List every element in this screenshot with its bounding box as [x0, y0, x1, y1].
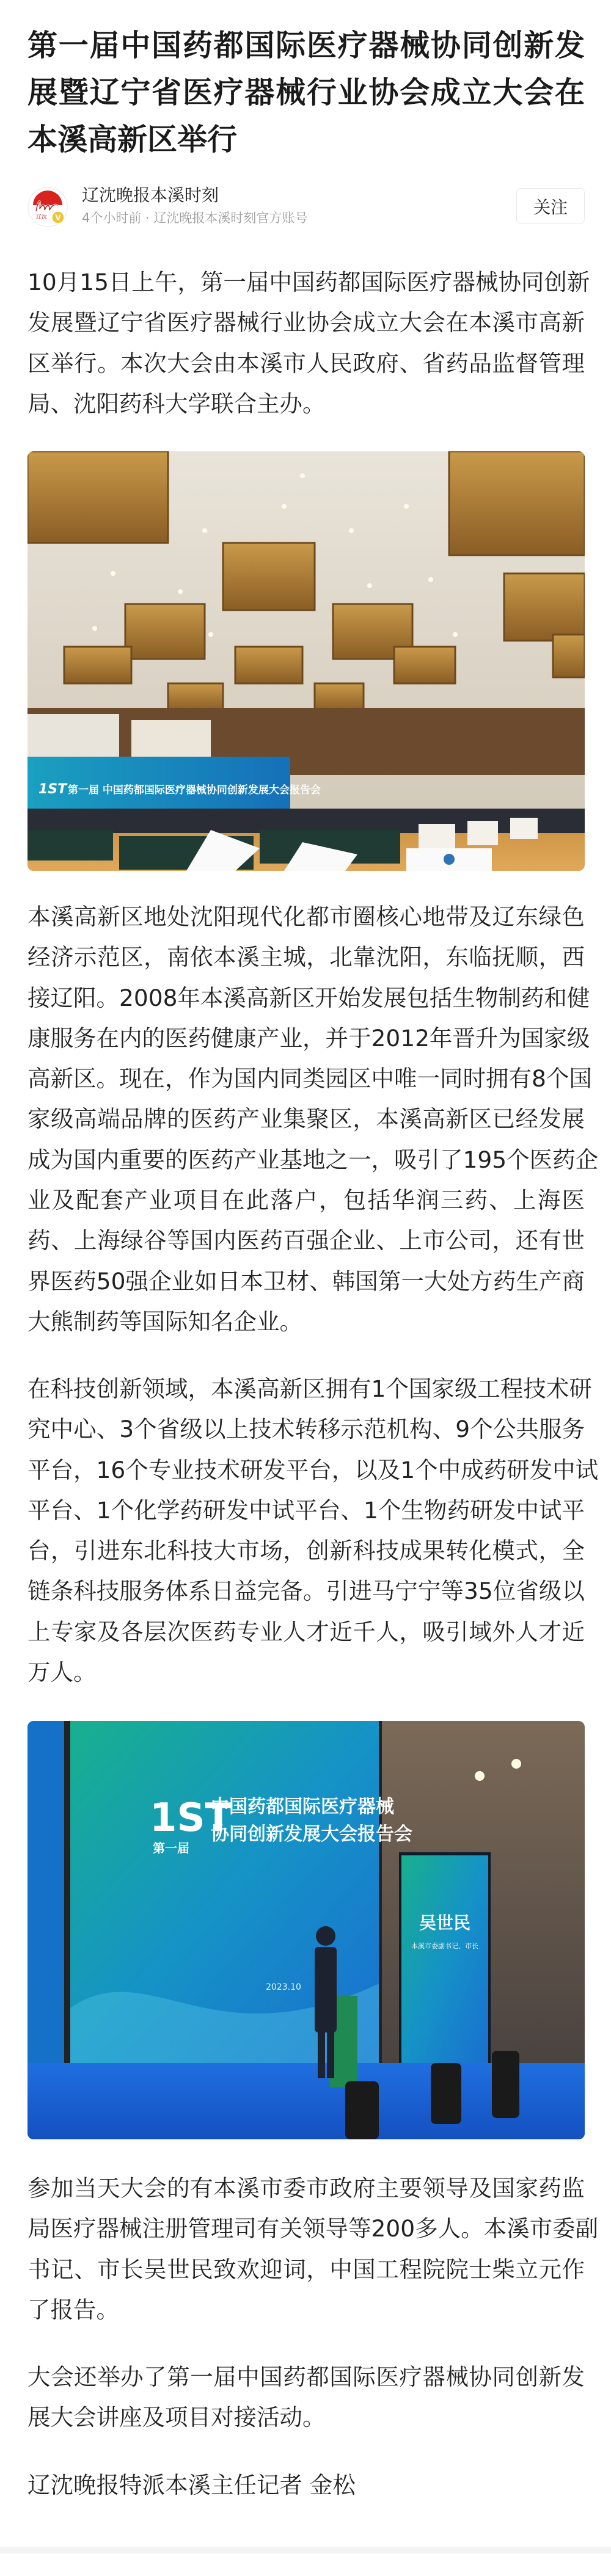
text-line: 业及配套产业项目在此落户，包括华润三药、上海医	[27, 1187, 585, 1214]
text-line: 上专家及各层次医药专业人才近千人，吸引域外人才近	[27, 1618, 585, 1645]
text-line: 成为国内重要的医药产业基地之一，吸引了195个医药企	[27, 1146, 599, 1173]
text-line: 界医药50强企业如日本卫材、韩国第一大处方药生产商	[27, 1267, 585, 1295]
text-line: 平台、1个化学药研发中试平台、1个生物药研发中试平	[27, 1496, 585, 1524]
title-line: 展暨辽宁省医疗器械行业协会成立大会在	[27, 75, 585, 110]
text-line: 大会还举办了第一届中国药都国际医疗器械协同创新发	[27, 2363, 585, 2390]
text-line: 经济示范区，南依本溪主城，北靠沈阳，东临抚顺，西	[27, 944, 585, 971]
paragraph-3	[27, 1369, 599, 1692]
paragraph-2	[27, 897, 599, 1342]
text-line: 了报告。	[27, 2296, 119, 2323]
text-line: 链条科技服务体系日益完备。引进马宁宁等35位省级以	[27, 1577, 585, 1605]
reporter-byline	[27, 2465, 585, 2505]
text-line: 区举行。本次大会由本溪市人民政府、省药品监督管理	[27, 349, 585, 377]
author-avatar[interactable]	[27, 187, 68, 227]
conference-hall-photo[interactable]	[27, 451, 585, 871]
verified-badge-icon	[52, 211, 64, 224]
svg-text:V: V	[55, 213, 61, 222]
text-line: 究中心、3个省级以上技术转移示范机构、9个公共服务	[27, 1416, 585, 1443]
screen-date: 2023.10	[266, 1982, 301, 1992]
stage-speech-image	[27, 1721, 585, 2139]
text-line: 药、上海绿谷等国内医药百强企业、上市公司，还有世	[27, 1227, 585, 1254]
text-line: 本溪高新区地处沈阳现代化都市圈核心地带及辽东绿色	[27, 903, 585, 930]
text-line: 局、沈阳药科大学联合主办。	[27, 390, 326, 417]
text-line: 平台，16个专业技术研发平台，以及1个中成药研发中试	[27, 1456, 599, 1483]
conference-hall-image	[27, 451, 585, 871]
paragraph-1	[27, 262, 590, 424]
text-line: 高新区。现在，作为国内同类园区中唯一同时拥有8个国	[27, 1065, 592, 1093]
text-line: 发展暨辽宁省医疗器械行业协会成立大会在本溪市高新	[27, 309, 585, 337]
text-line: 在科技创新领域，本溪高新区拥有1个国家级工程技术研	[27, 1375, 592, 1402]
text-line: 接辽阳。2008年本溪高新区开始发展包括生物制药和健	[27, 984, 590, 1011]
author-name[interactable]: 辽沈晚报本溪时刻	[82, 185, 219, 205]
banner-mark: 1ST	[38, 782, 67, 797]
title-line: 本溪高新区举行	[27, 122, 238, 157]
banner-text: 第一届 中国药都国际医疗器械协同创新发展大会报告会	[68, 784, 321, 796]
screen-sub: 第一届	[153, 1841, 189, 1855]
text-line: 书记、市长吴世民致欢迎词，中国工程院院士柴立元作	[27, 2255, 585, 2283]
section-divider	[0, 2547, 611, 2553]
side-screen-role: 本溪市委副书记、市长	[411, 1942, 478, 1950]
article-title	[27, 22, 585, 163]
follow-button[interactable]: 关注	[516, 188, 585, 224]
text-line: 辽沈晚报特派本溪主任记者 金松	[27, 2472, 356, 2498]
screen-mark: 1ST	[150, 1796, 232, 1841]
newspaper-logo-avatar-icon	[27, 187, 68, 227]
text-line: 康服务在内的医药健康产业，并于2012年晋升为国家级	[27, 1024, 590, 1052]
text-line: 参加当天大会的有本溪市委市政府主要领导及国家药监	[27, 2175, 585, 2202]
screen-title-1: 中国药都国际医疗器械	[211, 1796, 394, 1817]
text-line: 展大会讲座及项目对接活动。	[27, 2404, 326, 2431]
text-line: 大熊制药等国际知名企业。	[27, 1308, 302, 1335]
paragraph-5	[27, 2357, 585, 2438]
text-line: 台，引进东北科技大市场，创新科技成果转化模式，全	[27, 1537, 585, 1565]
text-line: 万人。	[27, 1659, 97, 1686]
screen-title-2: 协同创新发展大会报告会	[211, 1824, 412, 1845]
side-screen-name: 吴世民	[419, 1913, 471, 1933]
title-line: 第一届中国药都国际医疗器械协同创新发	[27, 28, 585, 63]
text-line: 家级高端品牌的医药产业集聚区，本溪高新区已经发展	[27, 1105, 585, 1133]
author-meta: 4个小时前 · 辽沈晚报本溪时刻官方账号	[82, 211, 308, 225]
stage-speech-photo[interactable]	[27, 1721, 585, 2139]
text-line: 10月15日上午，第一届中国药都国际医疗器械协同创新	[27, 269, 590, 296]
paragraph-4	[27, 2168, 599, 2330]
svg-text:辽沈: 辽沈	[36, 214, 48, 220]
text-line: 局医疗器械注册管理司有关领导等200多人。本溪市委副	[27, 2215, 599, 2243]
